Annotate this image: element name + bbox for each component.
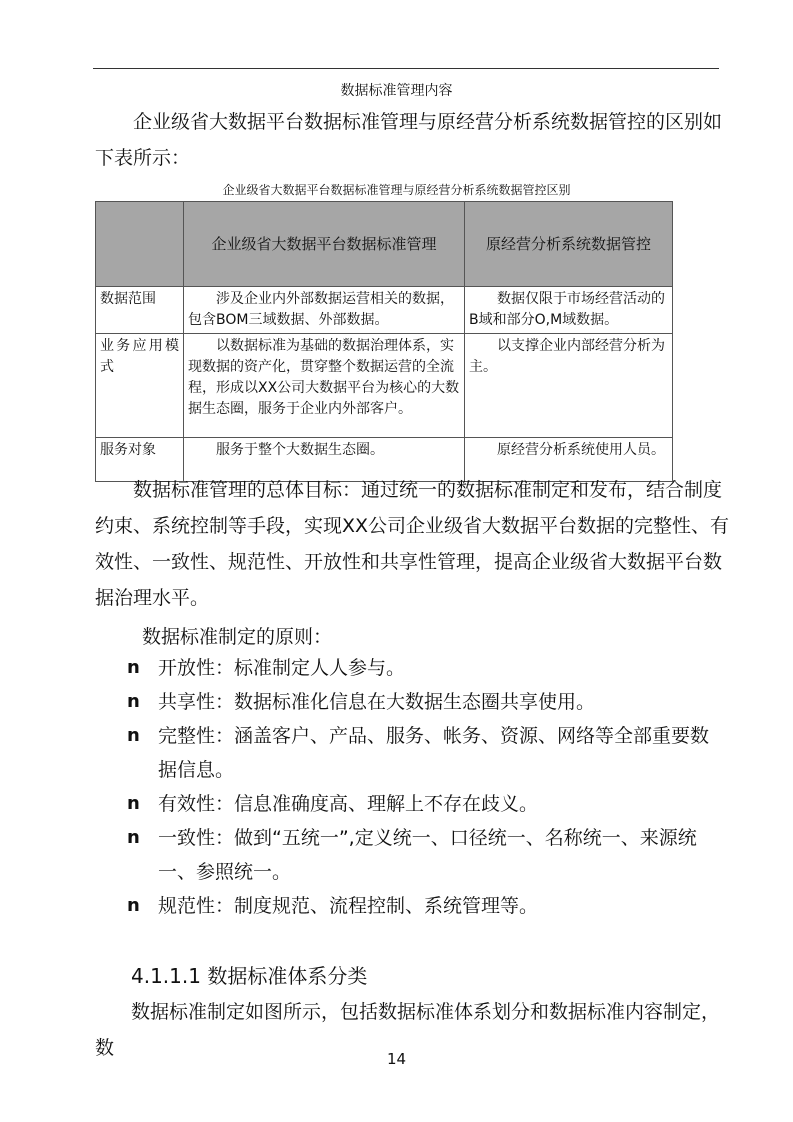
- row-label: 数据范围: [96, 287, 184, 334]
- row-label: 服务对象: [96, 438, 184, 482]
- table-header-cell: [96, 202, 184, 287]
- table-row: [96, 287, 673, 334]
- table-row: [96, 334, 673, 438]
- bullet-marker: n: [127, 895, 140, 916]
- bullet-marker: n: [127, 725, 140, 746]
- list-item-text: 开放性：标准制定人人参与。: [158, 657, 406, 679]
- table-cell: 涉及企业内外部数据运营相关的数据，包含BOM三域数据、外部数据。: [184, 287, 465, 334]
- row-label: 业务应用模式: [96, 334, 184, 438]
- section-intro-paragraph: 数据标准制定如图所示，包括数据标准体系划分和数据标准内容制定，数: [95, 1001, 721, 1059]
- list-item-text: 规范性：制度规范、流程控制、系统管理等。: [158, 895, 539, 917]
- list-item: [127, 651, 727, 685]
- table-header-cell: 企业级省大数据平台数据标准管理: [184, 202, 465, 287]
- principles-list: [127, 651, 727, 923]
- table-cell: 数据仅限于市场经营活动的B域和部分O,M域数据。: [465, 287, 673, 334]
- list-item: [127, 787, 727, 821]
- bullet-marker: n: [127, 827, 140, 848]
- list-item-text: 一致性：做到“五统一”,定义统一、口径统一、名称统一、来源统一、参照统一。: [158, 827, 697, 883]
- bullet-marker: n: [127, 657, 140, 678]
- running-header: 数据标准管理内容: [340, 83, 453, 99]
- principles-title: 数据标准制定的原则：: [142, 626, 333, 648]
- bullet-marker: n: [127, 691, 140, 712]
- comparison-table: [95, 201, 673, 482]
- list-item-text: 完整性：涵盖客户、产品、服务、帐务、资源、网络等全部重要数据信息。: [158, 725, 710, 781]
- list-item: [127, 719, 727, 787]
- list-item: [127, 889, 727, 923]
- table-cell: 以支撑企业内部经营分析为主。: [465, 334, 673, 438]
- page-number: 14: [386, 1050, 407, 1068]
- header-rule: [93, 68, 719, 69]
- table-header-row: [96, 202, 673, 287]
- bullet-marker: n: [127, 793, 140, 814]
- list-item: [127, 821, 727, 889]
- list-item: [127, 685, 727, 719]
- list-item-text: 共享性：数据标准化信息在大数据生态圈共享使用。: [158, 691, 596, 713]
- goal-paragraph: 数据标准管理的总体目标：通过统一的数据标准制定和发布，结合制度约束、系统控制等手段，实现XX公司企业级省大数据平台数据的完整性、有效性、一致性、规范性、开放性和共享性管理，提高企业级省大数据平台数据治理水平。: [95, 479, 730, 609]
- section-heading: [131, 960, 367, 989]
- intro-paragraph: 企业级省大数据平台数据标准管理与原经营分析系统数据管控的区别如下表所示：: [95, 111, 723, 169]
- section-title: 数据标准体系分类: [207, 964, 368, 988]
- table-header-cell: 原经营分析系统数据管控: [465, 202, 673, 287]
- table-caption: 企业级省大数据平台数据标准管理与原经营分析系统数据管控区别: [222, 183, 571, 197]
- section-number: 4.1.1.1: [131, 964, 201, 988]
- table-cell: 以数据标准为基础的数据治理体系，实现数据的资产化，贯穿整个数据运营的全流程，形成以XX公司大数据平台为核心的大数据生态圈，服务于企业内外部客户。: [184, 334, 465, 438]
- list-item-text: 有效性：信息准确度高、理解上不存在歧义。: [158, 793, 539, 815]
- table-cell: 原经营分析系统使用人员。: [465, 438, 673, 482]
- table-cell: 服务于整个大数据生态圈。: [184, 438, 465, 482]
